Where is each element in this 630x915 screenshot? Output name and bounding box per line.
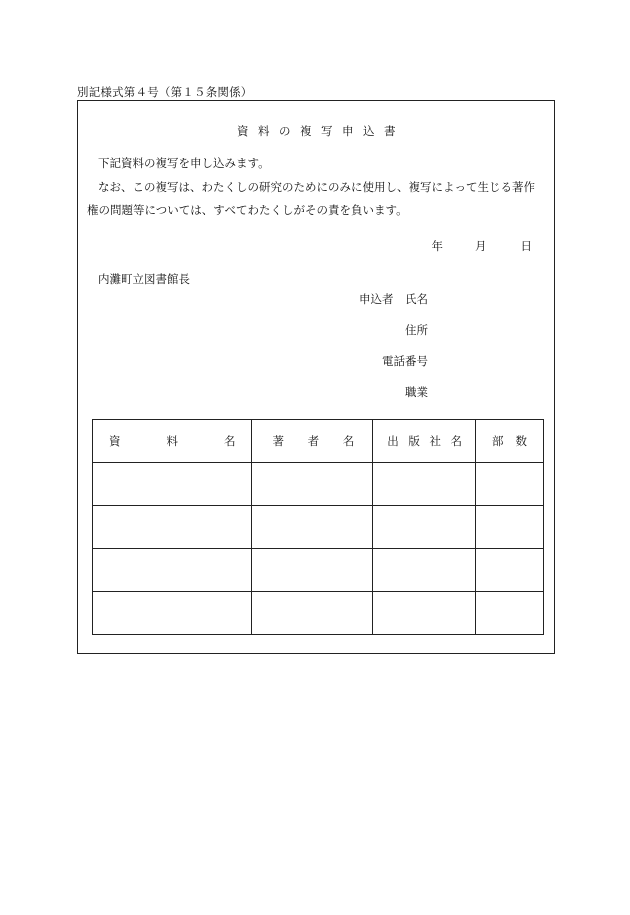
cell-publisher[interactable] xyxy=(373,463,476,506)
cell-publisher[interactable] xyxy=(373,592,476,635)
cell-title[interactable] xyxy=(93,463,252,506)
cell-author[interactable] xyxy=(252,463,373,506)
terms-line-2: 権の問題等については、すべてわたくしがその責を負います。 xyxy=(87,203,408,217)
cell-title[interactable] xyxy=(93,506,252,549)
col-header-publisher: 出 版 社 名 xyxy=(373,420,476,463)
date-row xyxy=(432,238,533,254)
cell-title[interactable] xyxy=(93,549,252,592)
terms-line-1: なお、この複写は、わたくしの研究のためにのみに使用し、複写によって生じる著作 xyxy=(98,180,535,194)
cell-author[interactable] xyxy=(252,549,373,592)
cell-title[interactable] xyxy=(93,592,252,635)
cell-author[interactable] xyxy=(252,506,373,549)
date-month-label: 月 xyxy=(475,239,487,253)
occupation-label: 職業 xyxy=(405,385,428,399)
cell-copies[interactable] xyxy=(476,506,544,549)
addressee: 内灘町立図書館長 xyxy=(98,272,190,286)
application-form-frame xyxy=(77,100,555,654)
col-header-copies: 部 数 xyxy=(476,420,544,463)
cell-author[interactable] xyxy=(252,592,373,635)
date-day-label: 日 xyxy=(520,239,532,253)
form-number: 別記様式第４号（第１５条関係） xyxy=(77,85,253,99)
cell-copies[interactable] xyxy=(476,463,544,506)
col-header-title: 資 料 名 xyxy=(93,420,252,463)
cell-publisher[interactable] xyxy=(373,549,476,592)
cell-publisher[interactable] xyxy=(373,506,476,549)
cell-copies[interactable] xyxy=(476,592,544,635)
cell-copies[interactable] xyxy=(476,549,544,592)
table-row xyxy=(93,463,544,506)
form-title: 資料の複写申込書 xyxy=(237,124,405,138)
table-row xyxy=(93,592,544,635)
request-statement: 下記資料の複写を申し込みます。 xyxy=(98,156,270,170)
address-label: 住所 xyxy=(405,323,428,337)
col-header-author: 著 者 名 xyxy=(252,420,373,463)
table-row xyxy=(93,549,544,592)
phone-label: 電話番号 xyxy=(382,354,428,368)
applicant-label: 申込者 xyxy=(359,292,394,306)
date-year-label: 年 xyxy=(431,239,443,253)
name-label: 氏名 xyxy=(405,292,428,306)
materials-table xyxy=(92,419,544,635)
table-header-row xyxy=(93,420,544,463)
table-row xyxy=(93,506,544,549)
